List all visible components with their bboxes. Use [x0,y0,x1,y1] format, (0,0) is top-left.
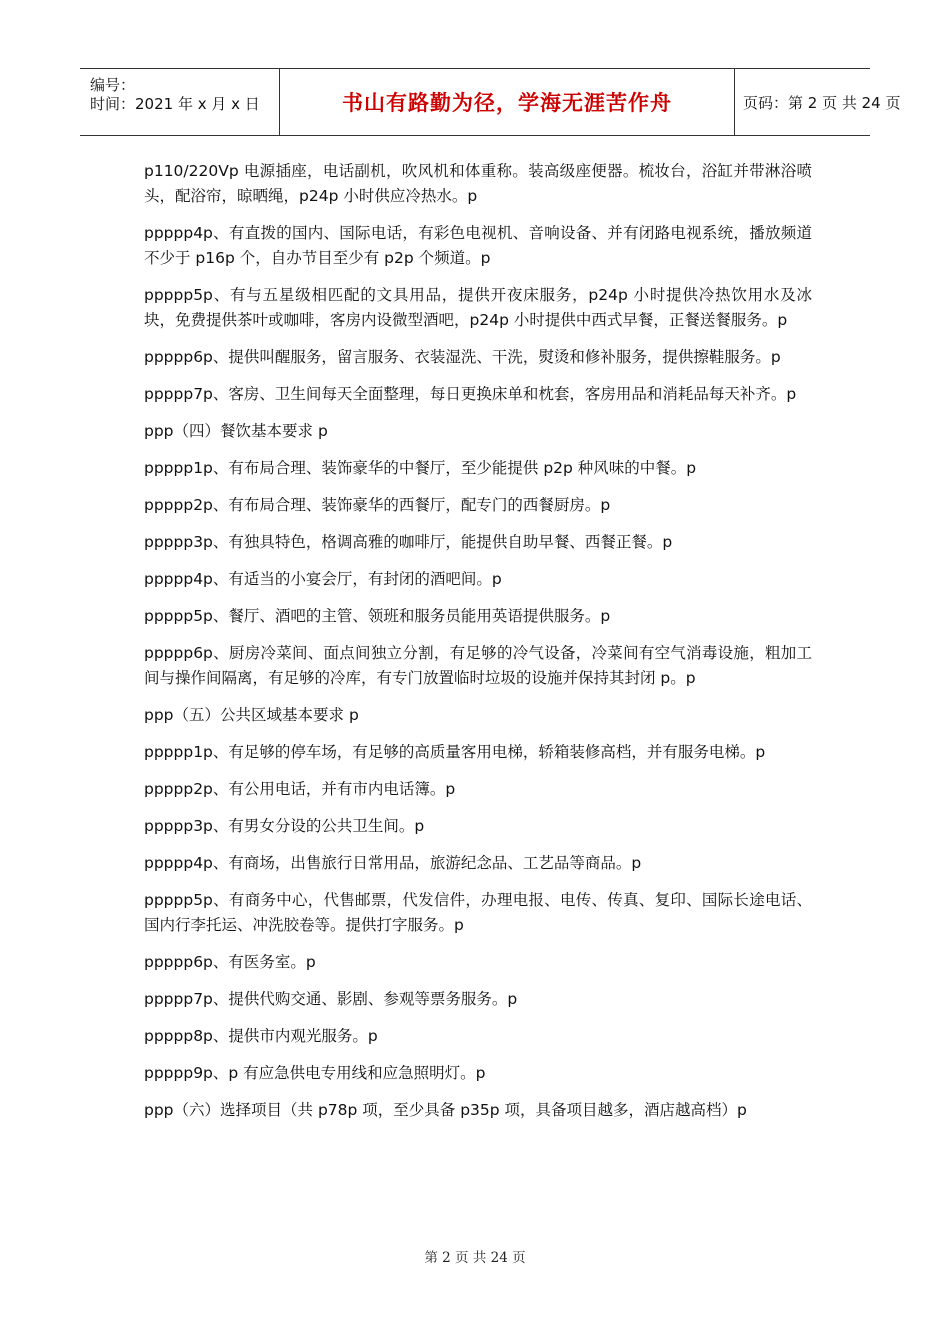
paragraph: ppppp1p、有布局合理、装饰豪华的中餐厅，至少能提供 p2p 种风味的中餐。p [144,459,697,477]
paragraph: ppppp1p、有足够的停车场，有足够的高质量客用电梯，轿箱装修高档，并有服务电梯。p [144,743,766,761]
paragraph: p110/220Vp 电源插座，电话副机，吹风机和体重称。装高级座便器。梳妆台，浴缸并带淋浴喷头，配浴帘，晾晒绳，p24p 小时供应冷热水。p [144,162,812,205]
section-heading: ppp（六）选择项目（共 p78p 项，至少具备 p35p 项，具备项目越多，酒店越高档）p [144,1101,747,1119]
paragraph: ppppp2p、有公用电话，并有市内电话簿。p [144,780,456,798]
header-page-cell [735,69,901,135]
paragraph: ppppp2p、有布局合理、装饰豪华的西餐厅，配专门的西餐厨房。p [144,496,611,514]
paragraph: ppppp7p、客房、卫生间每天全面整理，每日更换床单和枕套，客房用品和消耗品每天补齐。p [144,385,797,403]
header-page-info: 页码：第 2 页 共 24 页 [743,93,901,112]
paragraph: ppppp9p、p 有应急供电专用线和应急照明灯。p [144,1064,486,1082]
paragraph: ppppp6p、厨房冷菜间、面点间独立分割，有足够的冷气设备，冷菜间有空气消毒设施，粗加工间与操作间隔离，有足够的冷库，有专门放置临时垃圾的设施并保持其封闭 p。p [144,644,812,687]
page-footer: 第 2 页 共 24 页 [424,1250,526,1266]
paragraph: ppppp7p、提供代购交通、影剧、参观等票务服务。p [144,990,518,1008]
paragraph: ppppp4p、有适当的小宴会厅，有封闭的酒吧间。p [144,570,502,588]
paragraph: ppppp3p、有男女分设的公共卫生间。p [144,817,425,835]
paragraph: ppppp5p、有与五星级相匹配的文具用品，提供开夜床服务，p24p 小时提供冷热饮用水及冰块，免费提供茶叶或咖啡，客房内设微型酒吧，p24p 小时提供中西式早餐，正餐送餐服务。p [144,286,812,329]
document-number-label: 编号： [90,76,136,94]
header-meta [80,69,280,135]
paragraph: ppppp6p、有医务室。p [144,953,316,971]
document-date: 时间：2021 年 x 月 x 日 [90,95,260,113]
document-body [144,159,812,1135]
paragraph: ppppp6p、提供叫醒服务，留言服务、衣装湿洗、干洗，熨烫和修补服务，提供擦鞋服务。p [144,348,781,366]
paragraph: ppppp4p、有商场，出售旅行日常用品，旅游纪念品、工艺品等商品。p [144,854,642,872]
header-motto-cell [280,69,735,135]
section-heading: ppp（五）公共区域基本要求 p [144,706,359,724]
header-motto: 书山有路勤为径，学海无涯苦作舟 [342,90,672,115]
paragraph: ppppp5p、餐厅、酒吧的主管、领班和服务员能用英语提供服务。p [144,607,611,625]
paragraph: ppppp5p、有商务中心，代售邮票，代发信件，办理电报、电传、传真、复印、国际长途电话、国内行李托运、冲洗胶卷等。提供打字服务。p [144,891,812,934]
paragraph: ppppp8p、提供市内观光服务。p [144,1027,378,1045]
page-header [80,68,901,136]
paragraph: ppppp3p、有独具特色，格调高雅的咖啡厅，能提供自助早餐、西餐正餐。p [144,533,673,551]
section-heading: ppp（四）餐饮基本要求 p [144,422,328,440]
paragraph: ppppp4p、有直拨的国内、国际电话，有彩色电视机、音响设备、并有闭路电视系统，播放频道不少于 p16p 个，自办节目至少有 p2p 个频道。p [144,224,812,267]
